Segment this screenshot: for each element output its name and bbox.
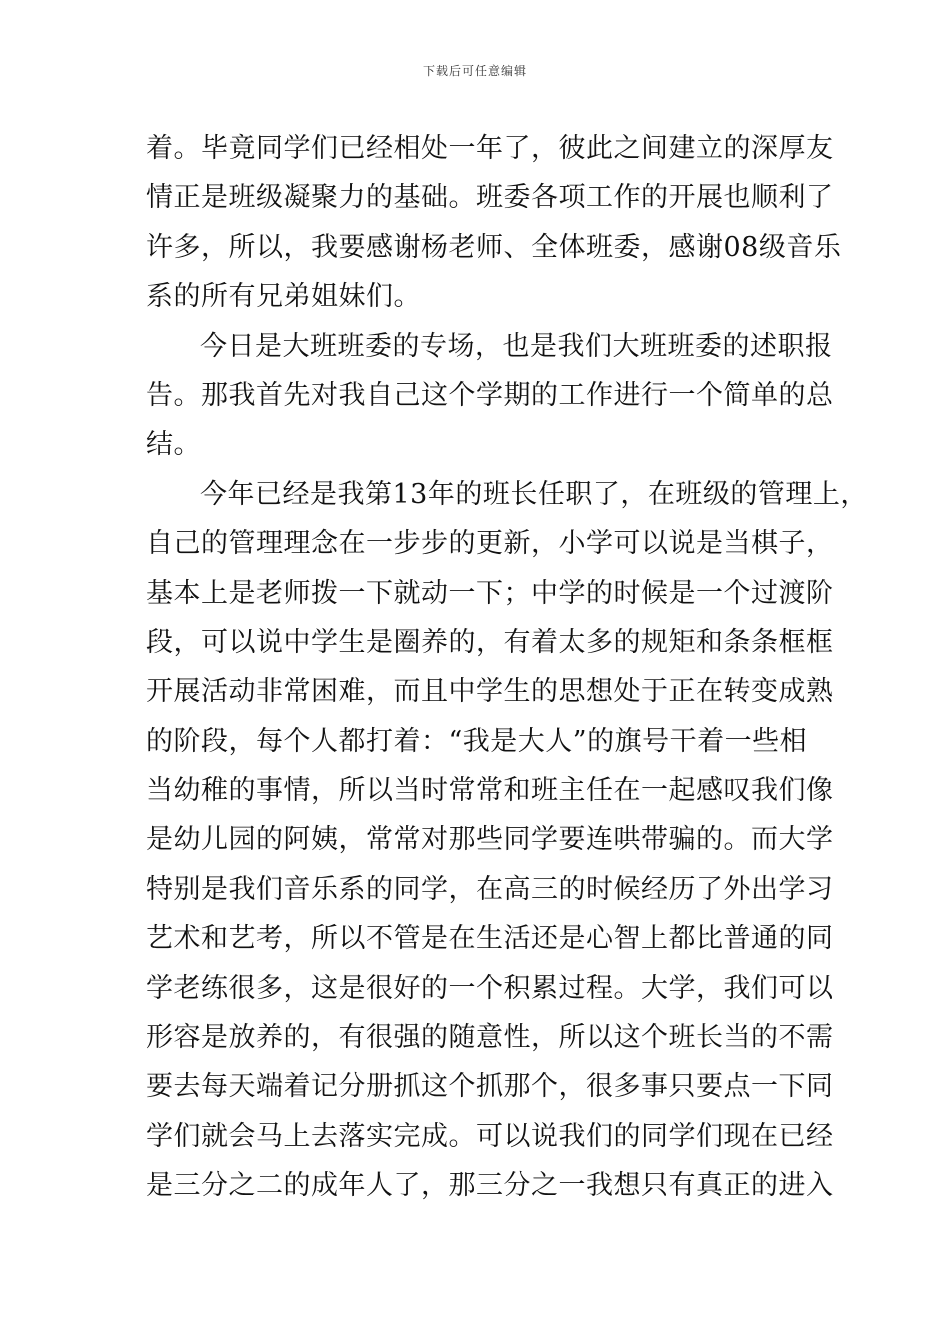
text-line: 的阶段，每个人都打着：“我是大人”的旗号干着一些相 <box>146 725 808 757</box>
document-body <box>146 124 868 1211</box>
text-line: 要去每天端着记分册抓这个抓那个，很多事只要点一下同 <box>146 1071 834 1103</box>
text-line: 系的所有兄弟姐妹们。 <box>146 281 421 313</box>
text-line: 形容是放养的，有很强的随意性，所以这个班长当的不需 <box>146 1022 834 1054</box>
text-line: 当幼稚的事情，所以当时常常和班主任在一起感叹我们像 <box>146 775 834 807</box>
text-line: 是幼儿园的阿姨，常常对那些同学要连哄带骗的。而大学 <box>146 824 834 856</box>
text-line: 结。 <box>146 429 201 461</box>
text-line: 学老练很多，这是很好的一个积累过程。大学，我们可以 <box>146 972 834 1004</box>
text-line: 艺术和艺考，所以不管是在生活还是心智上都比普通的同 <box>146 923 834 955</box>
text-line: 特别是我们音乐系的同学，在高三的时候经历了外出学习 <box>146 873 834 905</box>
text-line: 着。毕竟同学们已经相处一年了，彼此之间建立的深厚友 <box>146 133 834 164</box>
text-line: 自己的管理理念在一步步的更新，小学可以说是当棋子， <box>146 528 834 560</box>
text-line: 基本上是老师拨一下就动一下；中学的时候是一个过渡阶 <box>146 577 834 609</box>
paragraph-first-line: 今年已经是我第13年的班长任职了，在班级的管理上， <box>200 478 868 510</box>
text-line: 开展活动非常困难，而且中学生的思想处于正在转变成熟 <box>146 676 834 708</box>
paragraph-first-line: 今日是大班班委的专场，也是我们大班班委的述职报 <box>200 330 833 362</box>
text-line: 许多，所以，我要感谢杨老师、全体班委，感谢08级音乐 <box>146 231 842 263</box>
text-line: 学们就会马上去落实完成。可以说我们的同学们现在已经 <box>146 1120 834 1152</box>
page-header: 下载后可任意编辑 <box>422 64 527 78</box>
text-line: 情正是班级凝聚力的基础。班委各项工作的开展也顺利了 <box>146 182 834 214</box>
text-line: 是三分之二的成年人了，那三分之一我想只有真正的进入 <box>146 1170 834 1202</box>
text-line: 告。那我首先对我自己这个学期的工作进行一个简单的总 <box>146 379 834 411</box>
text-line: 段，可以说中学生是圈养的，有着太多的规矩和条条框框 <box>146 626 834 658</box>
